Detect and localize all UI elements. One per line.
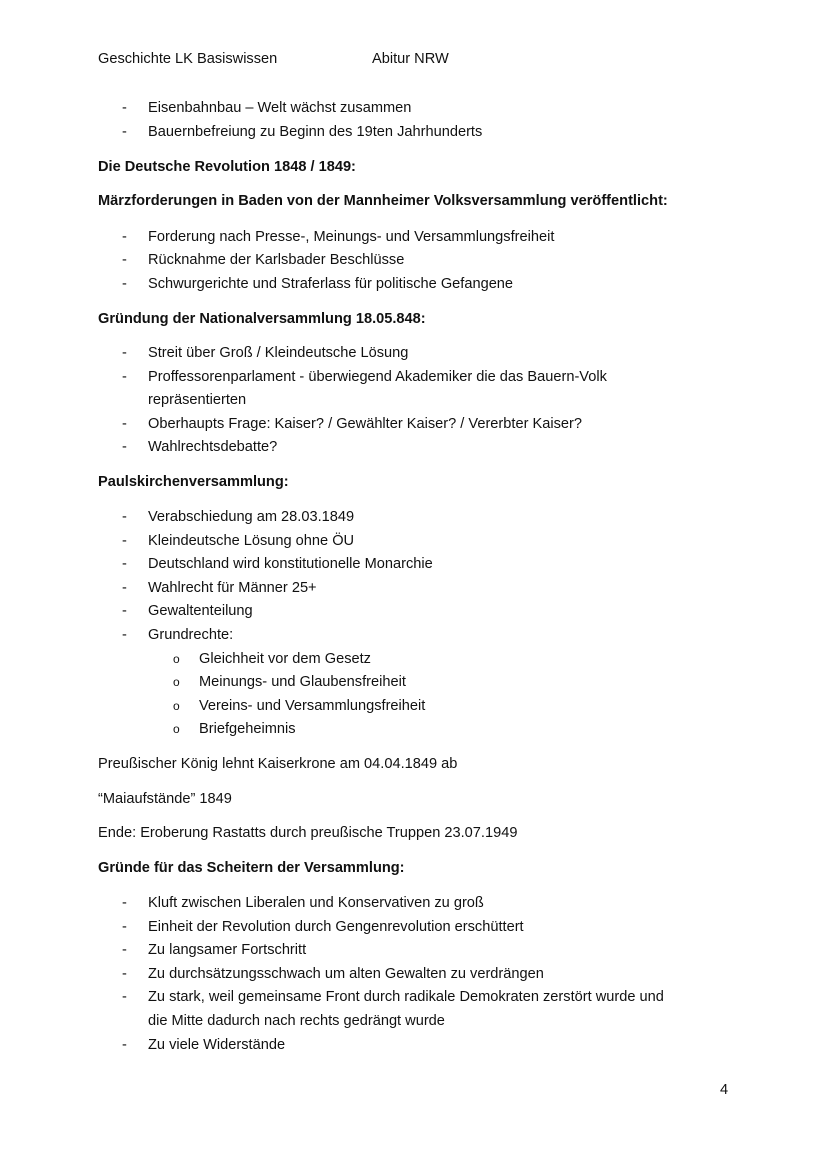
list-item: - Rücknahme der Karlsbader Beschlüsse — [122, 252, 405, 268]
heading-maerzforderungen: Märzforderungen in Baden von der Mannheimer Volksversammlung veröffentlicht: — [98, 193, 668, 209]
sub-list-item: o Vereins- und Versammlungsfreiheit — [173, 698, 426, 714]
sub-list-item: o Gleichheit vor dem Gesetz — [173, 651, 371, 667]
list-item: - Forderung nach Presse-, Meinungs- und Versammlungsfreiheit — [122, 229, 555, 245]
heading-paulskirche: Paulskirchenversammlung: — [98, 474, 289, 490]
heading-scheitern: Gründe für das Scheitern der Versammlung: — [98, 860, 405, 876]
sub-list-item: o Briefgeheimnis — [173, 721, 296, 737]
list-item: - Zu langsamer Fortschritt — [122, 942, 307, 958]
list-item-continuation: die Mitte dadurch nach rechts gedrängt wurde — [148, 1013, 445, 1029]
list-item: - Proffessorenparlament - überwiegend Akademiker die das Bauern-Volk — [122, 369, 607, 385]
paragraph: Ende: Eroberung Rastatts durch preußische Truppen 23.07.1949 — [98, 825, 518, 841]
section-title: Die Deutsche Revolution 1848 / 1849: — [98, 159, 356, 175]
list-item: - Schwurgerichte und Straferlass für politische Gefangene — [122, 276, 514, 292]
paragraph: Preußischer König lehnt Kaiserkrone am 04.04.1849 ab — [98, 756, 458, 772]
list-item: - Eisenbahnbau – Welt wächst zusammen — [122, 100, 412, 116]
list-item: - Bauernbefreiung zu Beginn des 19ten Jahrhunderts — [122, 124, 483, 140]
list-item: - Kluft zwischen Liberalen und Konservativen zu groß — [122, 895, 484, 911]
list-item: - Zu stark, weil gemeinsame Front durch radikale Demokraten zerstört wurde und — [122, 989, 664, 1005]
header-left: Geschichte LK Basiswissen — [98, 51, 278, 67]
list-item: - Grundrechte: — [122, 627, 234, 643]
heading-gruendung: Gründung der Nationalversammlung 18.05.848: — [98, 311, 426, 327]
list-item: - Zu durchsätzungsschwach um alten Gewalten zu verdrängen — [122, 966, 544, 982]
list-item: - Wahlrechtsdebatte? — [122, 439, 278, 455]
sub-list-item: o Meinungs- und Glaubensfreiheit — [173, 674, 406, 690]
list-item: - Zu viele Widerstände — [122, 1037, 286, 1053]
list-item: - Wahlrecht für Männer 25+ — [122, 580, 317, 596]
list-item: - Oberhaupts Frage: Kaiser? / Gewählter Kaiser? / Vererbter Kaiser? — [122, 416, 582, 432]
list-item: - Verabschiedung am 28.03.1849 — [122, 509, 355, 525]
list-item: - Streit über Groß / Kleindeutsche Lösung — [122, 345, 409, 361]
list-item: - Kleindeutsche Lösung ohne ÖU — [122, 533, 355, 549]
header-right: Abitur NRW — [372, 51, 449, 67]
list-item: - Gewaltenteilung — [122, 603, 253, 619]
paragraph: “Maiaufstände” 1849 — [98, 791, 232, 807]
list-item: - Deutschland wird konstitutionelle Monarchie — [122, 556, 433, 572]
page-number: 4 — [720, 1082, 729, 1098]
list-item-continuation: repräsentierten — [148, 392, 247, 408]
list-item: - Einheit der Revolution durch Gengenrevolution erschüttert — [122, 919, 524, 935]
